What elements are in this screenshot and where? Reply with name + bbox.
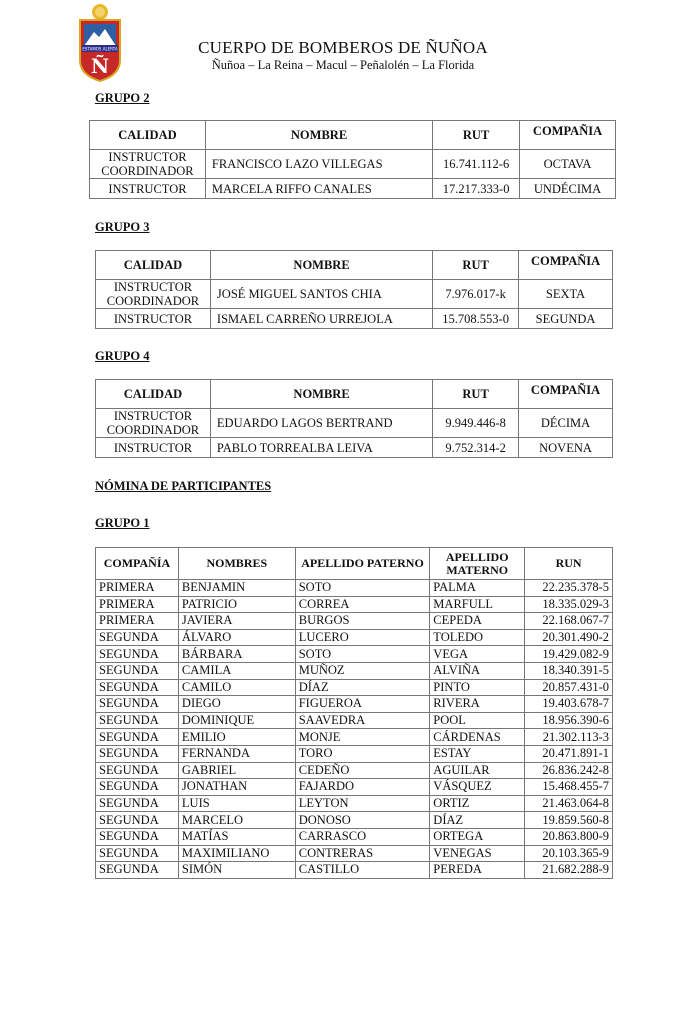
col-nombre: NOMBRE xyxy=(210,380,432,409)
table-row: INSTRUCTOR COORDINADOR EDUARDO LAGOS BERTRAND 9.949.446-8 DÉCIMA xyxy=(96,409,613,438)
cell-nombres: FERNANDA xyxy=(178,745,295,762)
group-4-heading: GRUPO 4 xyxy=(95,349,150,363)
col-compania: COMPAÑÍA xyxy=(96,548,179,580)
table-row xyxy=(96,745,613,762)
cell-nombres: JONATHAN xyxy=(178,779,295,796)
cell-nombres: DOMINIQUE xyxy=(178,712,295,729)
cell-run: 20.301.490-2 xyxy=(525,629,613,646)
cell-run: 21.463.064-8 xyxy=(525,795,613,812)
cell-compania: PRIMERA xyxy=(96,613,179,630)
cell-run: 19.429.082-9 xyxy=(525,646,613,663)
col-compania: COMPAÑIA xyxy=(519,380,613,409)
group-2-table xyxy=(89,120,616,199)
participants-body xyxy=(96,580,613,879)
cell-apellido-paterno: FIGUEROA xyxy=(295,696,430,713)
col-apellido-paterno: APELLIDO PATERNO xyxy=(295,548,430,580)
table-row xyxy=(96,828,613,845)
table-row xyxy=(96,629,613,646)
cell-nombres: PATRICIO xyxy=(178,596,295,613)
table-header-row xyxy=(96,251,613,280)
cell-compania: PRIMERA xyxy=(96,580,179,597)
cell-apellido-paterno: SAAVEDRA xyxy=(295,712,430,729)
col-apellido-materno: APELLIDO MATERNO xyxy=(430,548,525,580)
cell-apellido-materno: PINTO xyxy=(430,679,525,696)
cell-run: 22.235.378-5 xyxy=(525,580,613,597)
cell-apellido-materno: POOL xyxy=(430,712,525,729)
group-3-table xyxy=(95,250,613,329)
table-row: INSTRUCTOR PABLO TORREALBA LEIVA 9.752.314-2 NOVENA xyxy=(96,438,613,458)
cell-apellido-paterno: TORO xyxy=(295,745,430,762)
cell-apellido-paterno: SOTO xyxy=(295,580,430,597)
cell-run: 18.340.391-5 xyxy=(525,662,613,679)
cell-run: 20.863.800-9 xyxy=(525,828,613,845)
table-row xyxy=(96,679,613,696)
table-header-row xyxy=(90,121,616,150)
cell-apellido-materno: ORTEGA xyxy=(430,828,525,845)
nomina-heading: NÓMINA DE PARTICIPANTES xyxy=(95,479,272,493)
cell-apellido-materno: ESTAY xyxy=(430,745,525,762)
cell-compania: SEGUNDA xyxy=(96,862,179,879)
cell-run: 21.302.113-3 xyxy=(525,729,613,746)
cell-apellido-paterno: CONTRERAS xyxy=(295,845,430,862)
group-2-heading: GRUPO 2 xyxy=(95,91,150,105)
cell-nombres: MAXIMILIANO xyxy=(178,845,295,862)
cell-compania: SEGUNDA xyxy=(96,696,179,713)
table-row xyxy=(96,845,613,862)
cell-apellido-materno: ALVIÑA xyxy=(430,662,525,679)
table-row xyxy=(96,812,613,829)
col-nombres: NOMBRES xyxy=(178,548,295,580)
organization-title: CUERPO DE BOMBEROS DE ÑUÑOA xyxy=(198,38,488,57)
table-row xyxy=(96,795,613,812)
cell-nombres: LUIS xyxy=(178,795,295,812)
cell-compania: SEGUNDA xyxy=(96,745,179,762)
cell-run: 19.859.560-8 xyxy=(525,812,613,829)
cell-compania: SEGUNDA xyxy=(96,646,179,663)
table-row xyxy=(96,580,613,597)
col-calidad: CALIDAD xyxy=(96,380,211,409)
cell-apellido-paterno: BURGOS xyxy=(295,613,430,630)
cell-apellido-paterno: CEDEÑO xyxy=(295,762,430,779)
cell-nombres: ÁLVARO xyxy=(178,629,295,646)
cell-nombres: EMILIO xyxy=(178,729,295,746)
cell-compania: PRIMERA xyxy=(96,596,179,613)
table-row xyxy=(96,646,613,663)
cell-apellido-paterno: SOTO xyxy=(295,646,430,663)
cell-compania: SEGUNDA xyxy=(96,662,179,679)
cell-compania: SEGUNDA xyxy=(96,712,179,729)
cell-apellido-paterno: MUÑOZ xyxy=(295,662,430,679)
cell-nombres: CAMILO xyxy=(178,679,295,696)
table-row xyxy=(96,729,613,746)
cell-apellido-materno: VENEGAS xyxy=(430,845,525,862)
cell-run: 18.956.390-6 xyxy=(525,712,613,729)
cell-compania: SEGUNDA xyxy=(96,795,179,812)
cell-nombres: MARCELO xyxy=(178,812,295,829)
cell-nombres: MATÍAS xyxy=(178,828,295,845)
cell-run: 21.682.288-9 xyxy=(525,862,613,879)
cell-apellido-paterno: LUCERO xyxy=(295,629,430,646)
cell-apellido-materno: TOLEDO xyxy=(430,629,525,646)
table-header-row xyxy=(96,380,613,409)
col-nombre: NOMBRE xyxy=(205,121,432,150)
cell-apellido-paterno: CORREA xyxy=(295,596,430,613)
group-1-heading: GRUPO 1 xyxy=(95,516,150,530)
document-header xyxy=(150,38,536,73)
cell-apellido-materno: VEGA xyxy=(430,646,525,663)
cell-apellido-materno: CEPEDA xyxy=(430,613,525,630)
col-nombre: NOMBRE xyxy=(210,251,432,280)
cell-apellido-paterno: DÍAZ xyxy=(295,679,430,696)
col-rut: RUT xyxy=(433,121,520,150)
cell-compania: SEGUNDA xyxy=(96,679,179,696)
crest-logo xyxy=(76,2,124,84)
col-calidad: CALIDAD xyxy=(96,251,211,280)
cell-compania: SEGUNDA xyxy=(96,762,179,779)
cell-apellido-materno: DÍAZ xyxy=(430,812,525,829)
table-row xyxy=(96,862,613,879)
cell-run: 19.403.678-7 xyxy=(525,696,613,713)
cell-apellido-paterno: DONOSO xyxy=(295,812,430,829)
table-row: INSTRUCTOR MARCELA RIFFO CANALES 17.217.333-0 UNDÉCIMA xyxy=(90,179,616,199)
cell-apellido-materno: MARFULL xyxy=(430,596,525,613)
cell-compania: SEGUNDA xyxy=(96,779,179,796)
cell-run: 22.168.067-7 xyxy=(525,613,613,630)
cell-nombres: BÁRBARA xyxy=(178,646,295,663)
cell-run: 15.468.455-7 xyxy=(525,779,613,796)
cell-apellido-paterno: CASTILLO xyxy=(295,862,430,879)
cell-apellido-paterno: LEYTON xyxy=(295,795,430,812)
cell-apellido-paterno: MONJE xyxy=(295,729,430,746)
cell-apellido-materno: RIVERA xyxy=(430,696,525,713)
cell-apellido-materno: CÁRDENAS xyxy=(430,729,525,746)
cell-run: 20.471.891-1 xyxy=(525,745,613,762)
table-row xyxy=(96,662,613,679)
cell-compania: SEGUNDA xyxy=(96,729,179,746)
cell-apellido-materno: PALMA xyxy=(430,580,525,597)
cell-compania: SEGUNDA xyxy=(96,812,179,829)
table-row: INSTRUCTOR COORDINADOR FRANCISCO LAZO VILLEGAS 16.741.112-6 OCTAVA xyxy=(90,150,616,179)
cell-run: 26.836.242-8 xyxy=(525,762,613,779)
cell-nombres: CAMILA xyxy=(178,662,295,679)
cell-apellido-materno: VÁSQUEZ xyxy=(430,779,525,796)
table-row xyxy=(96,712,613,729)
col-run: RUN xyxy=(525,548,613,580)
svg-text:ESTAMOS ALERTA: ESTAMOS ALERTA xyxy=(82,46,118,52)
table-row xyxy=(96,762,613,779)
group-4-table xyxy=(95,379,613,458)
table-row xyxy=(96,596,613,613)
cell-nombres: SIMÓN xyxy=(178,862,295,879)
cell-nombres: DIEGO xyxy=(178,696,295,713)
cell-compania: SEGUNDA xyxy=(96,845,179,862)
cell-apellido-paterno: CARRASCO xyxy=(295,828,430,845)
cell-compania: SEGUNDA xyxy=(96,828,179,845)
col-rut: RUT xyxy=(433,380,519,409)
col-compania: COMPAÑIA xyxy=(520,121,616,150)
cell-run: 20.857.431-0 xyxy=(525,679,613,696)
cell-nombres: GABRIEL xyxy=(178,762,295,779)
table-row xyxy=(96,779,613,796)
cell-run: 18.335.029-3 xyxy=(525,596,613,613)
table-row: INSTRUCTOR ISMAEL CARREÑO URREJOLA 15.708.553-0 SEGUNDA xyxy=(96,309,613,329)
cell-run: 20.103.365-9 xyxy=(525,845,613,862)
organization-subtitle: Ñuñoa – La Reina – Macul – Peñalolén – La Florida xyxy=(211,58,475,72)
cell-compania: SEGUNDA xyxy=(96,629,179,646)
table-row xyxy=(96,696,613,713)
cell-apellido-materno: AGUILAR xyxy=(430,762,525,779)
col-calidad: CALIDAD xyxy=(90,121,206,150)
cell-apellido-materno: PEREDA xyxy=(430,862,525,879)
col-rut: RUT xyxy=(433,251,519,280)
cell-apellido-paterno: FAJARDO xyxy=(295,779,430,796)
sun-rays-icon xyxy=(92,4,108,20)
table-row: INSTRUCTOR COORDINADOR JOSÉ MIGUEL SANTOS CHIA 7.976.017-k SEXTA xyxy=(96,280,613,309)
table-header-row xyxy=(96,548,613,580)
cell-nombres: BENJAMIN xyxy=(178,580,295,597)
col-compania: COMPAÑIA xyxy=(519,251,613,280)
cell-nombres: JAVIERA xyxy=(178,613,295,630)
table-row xyxy=(96,613,613,630)
group-3-heading: GRUPO 3 xyxy=(95,220,150,234)
participants-table xyxy=(95,547,613,879)
svg-text:Ñ: Ñ xyxy=(90,54,110,78)
cell-apellido-materno: ORTIZ xyxy=(430,795,525,812)
